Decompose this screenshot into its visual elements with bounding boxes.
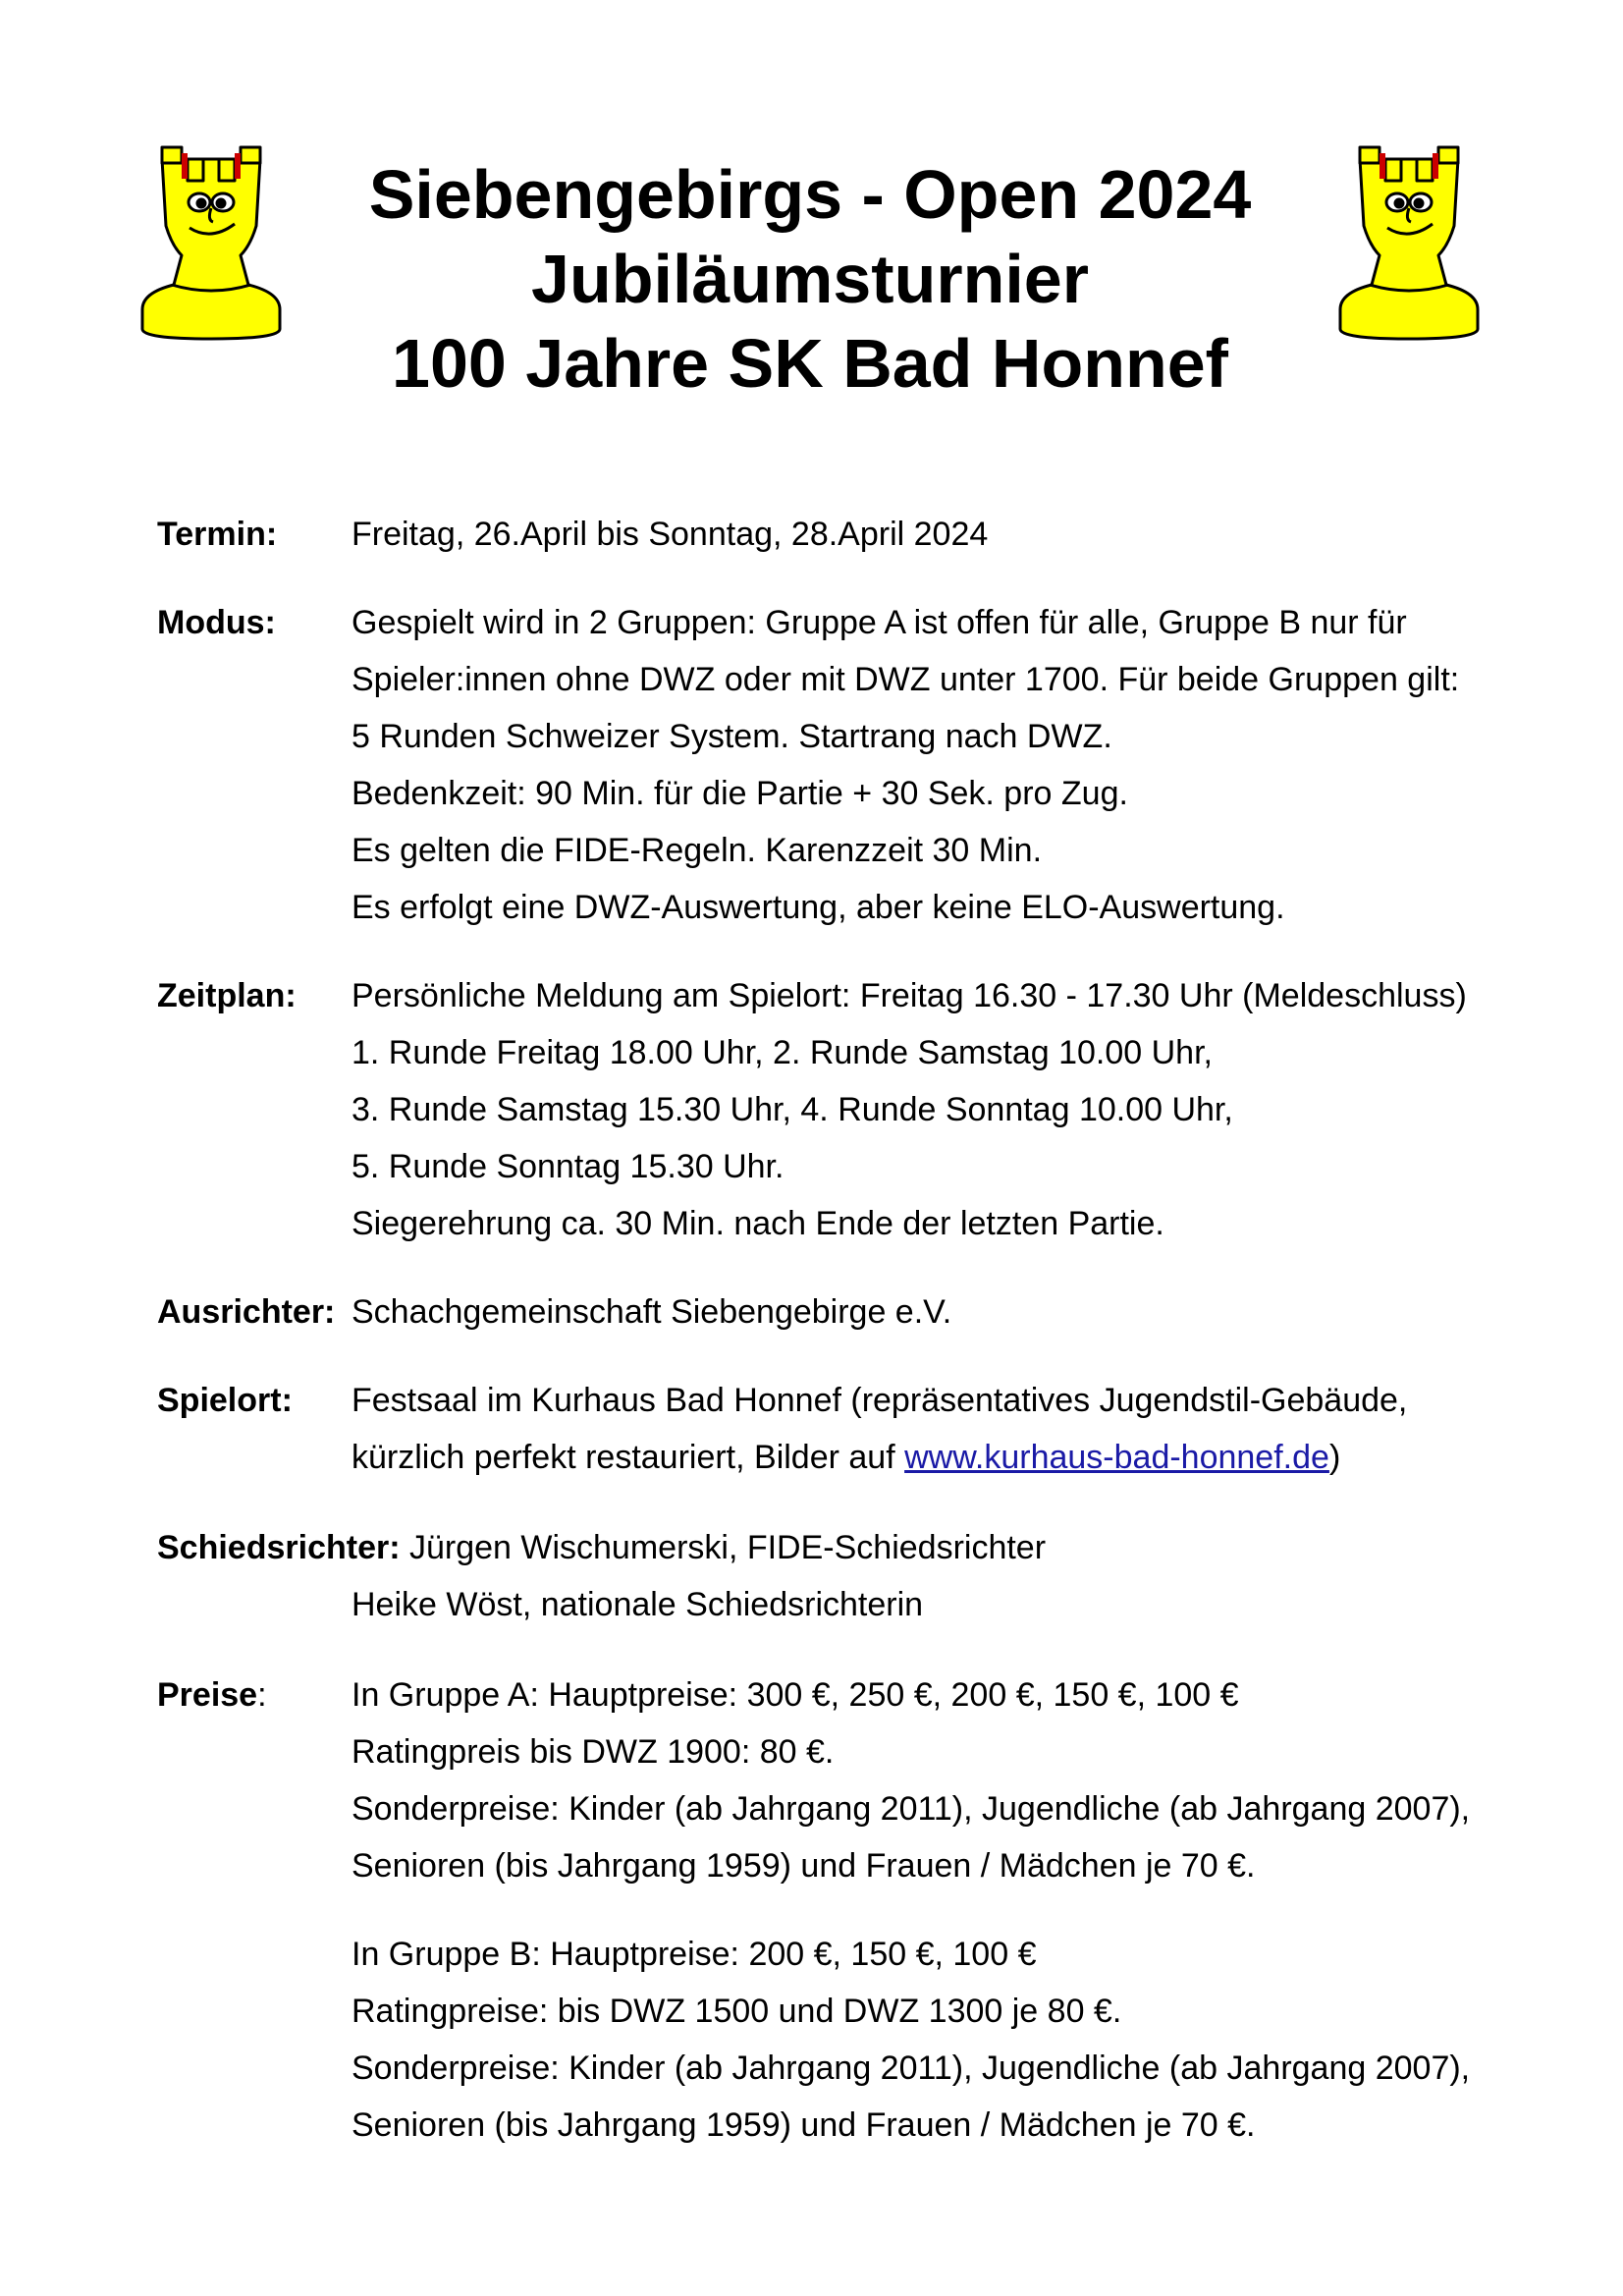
spielort-line-2-text: kürzlich perfekt restauriert, Bilder auf (352, 1439, 905, 1476)
modus-line: Es gelten die FIDE-Regeln. Karenzzeit 30 Min. (352, 832, 1043, 869)
termin-content (352, 506, 1549, 563)
zeitplan-content (352, 967, 1549, 1252)
preise-label-text: Preise (157, 1676, 258, 1714)
title-line-2: Jubiläumsturnier (531, 241, 1089, 317)
modus-content (352, 594, 1549, 936)
preise-b-line: In Gruppe B: Hauptpreise: 200 €, 150 €, 100 € (352, 1936, 1037, 1973)
preise-gap (352, 1894, 1549, 1926)
preise-label-colon: : (257, 1676, 267, 1714)
ausrichter-label: Ausrichter: (157, 1293, 336, 1331)
preise-content (352, 1667, 1549, 2154)
zeitplan-line: 1. Runde Freitag 18.00 Uhr, 2. Runde Samstag 10.00 Uhr, (352, 1034, 1213, 1071)
title-line-3: 100 Jahre SK Bad Honnef (392, 325, 1228, 402)
rook-mascot-icon (133, 137, 290, 344)
spielort-label: Spielort: (157, 1382, 293, 1419)
zeitplan-line: 5. Runde Sonntag 15.30 Uhr. (352, 1148, 784, 1185)
modus-line: Es erfolgt eine DWZ-Auswertung, aber keine ELO-Auswertung. (352, 889, 1285, 926)
preise-b-line: Ratingpreise: bis DWZ 1500 und DWZ 1300 je 80 €. (352, 1993, 1122, 2030)
preise-b-line: Sonderpreise: Kinder (ab Jahrgang 2011), Jugendliche (ab Jahrgang 2007), (352, 2050, 1471, 2087)
ausrichter-line: Schachgemeinschaft Siebengebirge e.V. (352, 1293, 952, 1331)
schiedsrichter-content (157, 1519, 1355, 1633)
preise-a-line: In Gruppe A: Hauptpreise: 300 €, 250 €, 200 €, 150 €, 100 € (352, 1676, 1239, 1714)
schiedsrichter-line-1 (157, 1519, 1355, 1576)
zeitplan-line: Persönliche Meldung am Spielort: Freitag 16.30 - 17.30 Uhr (Meldeschluss) (352, 977, 1467, 1014)
zeitplan-line: Siegerehrung ca. 30 Min. nach Ende der letzten Partie. (352, 1205, 1164, 1242)
termin-label: Termin: (157, 516, 278, 553)
preise-a-line: Sonderpreise: Kinder (ab Jahrgang 2011), Jugendliche (ab Jahrgang 2007), (352, 1790, 1471, 1828)
spielort-line-2-end: ) (1328, 1439, 1341, 1476)
title-line-1: Siebengebirgs - Open 2024 (368, 156, 1252, 233)
modus-line: Gespielt wird in 2 Gruppen: Gruppe A ist offen für alle, Gruppe B nur für (352, 604, 1407, 641)
page-title (295, 152, 1325, 406)
zeitplan-line: 3. Runde Samstag 15.30 Uhr, 4. Runde Sonntag 10.00 Uhr, (352, 1091, 1233, 1128)
ausrichter-content (352, 1284, 1549, 1340)
schiedsrichter-name-1: Jürgen Wischumerski, FIDE-Schiedsrichter (400, 1529, 1047, 1566)
termin-line: Freitag, 26.April bis Sonntag, 28.April 2024 (352, 516, 989, 553)
modus-line: Bedenkzeit: 90 Min. für die Partie + 30 Sek. pro Zug. (352, 775, 1128, 812)
preise-a-line: Senioren (bis Jahrgang 1959) und Frauen / Mädchen je 70 €. (352, 1847, 1256, 1885)
modus-label: Modus: (157, 604, 276, 641)
spielort-content (352, 1372, 1549, 1486)
zeitplan-label: Zeitplan: (157, 977, 297, 1014)
spielort-line-2 (352, 1429, 1549, 1486)
kurhaus-website-link[interactable]: www.kurhaus-bad-honnef.de (904, 1439, 1329, 1476)
modus-line: Spieler:innen ohne DWZ oder mit DWZ unter 1700. Für beide Gruppen gilt: (352, 661, 1460, 698)
modus-line: 5 Runden Schweizer System. Startrang nach DWZ. (352, 718, 1112, 755)
rook-mascot-icon (1330, 137, 1488, 344)
preise-a-line: Ratingpreis bis DWZ 1900: 80 €. (352, 1733, 835, 1771)
preise-label (157, 1667, 267, 1723)
schiedsrichter-line-2: Heike Wöst, nationale Schiedsrichterin (352, 1586, 924, 1623)
preise-b-line: Senioren (bis Jahrgang 1959) und Frauen / Mädchen je 70 €. (352, 2106, 1256, 2144)
schiedsrichter-label: Schiedsrichter: (157, 1529, 401, 1566)
spielort-line-1: Festsaal im Kurhaus Bad Honnef (repräsentatives Jugendstil-Gebäude, (352, 1382, 1408, 1419)
